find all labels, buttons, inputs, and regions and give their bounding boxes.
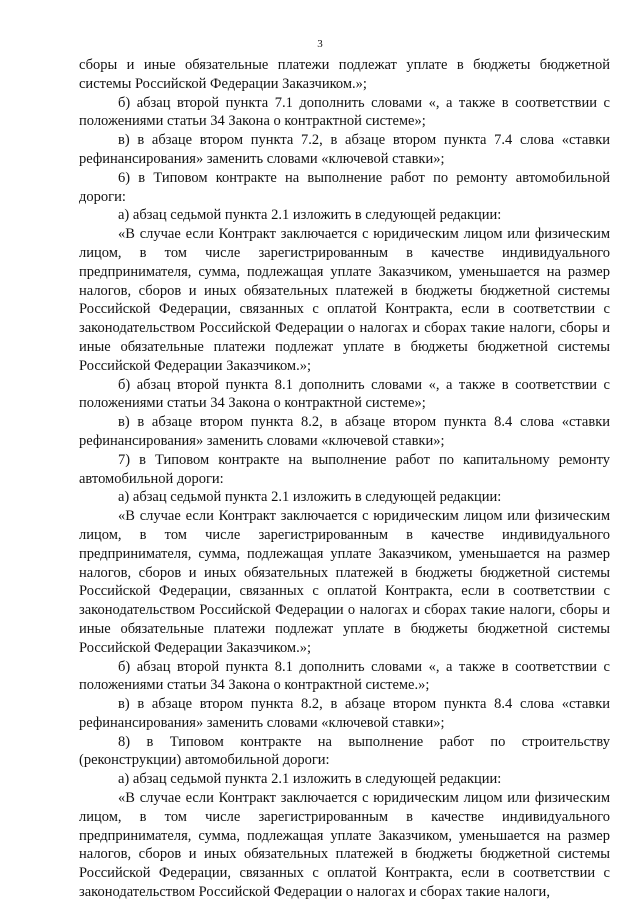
paragraph-item-b: б) абзац второй пункта 8.1 дополнить словами «, а также в соответствии с положениями статьи 34 Закона о контрактной системе»; bbox=[79, 376, 610, 412]
paragraph-item-b: б) абзац второй пункта 7.1 дополнить словами «, а также в соответствии с положениями статьи 34 Закона о контрактной системе»; bbox=[79, 94, 610, 130]
paragraph-item-v: в) в абзаце втором пункта 7.2, в абзаце втором пункта 7.4 слова «ставки рефинансирования» заменить словами «ключевой ставки»; bbox=[79, 132, 610, 167]
paragraph-item-a: а) абзац седьмой пункта 2.1 изложить в следующей редакции: bbox=[118, 771, 502, 788]
paragraph-item-v: в) в абзаце втором пункта 8.2, в абзаце втором пункта 8.4 слова «ставки рефинансирования» заменить словами «ключевой ставки»; bbox=[79, 696, 610, 731]
paragraph-item-a: а) абзац седьмой пункта 2.1 изложить в следующей редакции: bbox=[118, 489, 502, 506]
paragraph-item-v: в) в абзаце втором пункта 8.2, в абзаце втором пункта 8.4 слова «ставки рефинансирования» заменить словами «ключевой ставки»; bbox=[79, 414, 610, 449]
paragraph-continuation: сборы и иные обязательные платежи подлежат уплате в бюджеты бюджетной системы Российской Федерации Заказчиком.»; bbox=[79, 57, 610, 92]
paragraph-quote: «В случае если Контракт заключается с юридическим лицом или физическим лицом, в том числе зарегистрированным в качестве индивидуального предпринимателя, сумма, подлежащая уплате Заказчиком, уменьшается на размер налогов, сборов и иных обязательных платежей в бюджеты бюджетной системы Российской Федерации, связанных с оплатой Контракта, если в соответствии с законодательством Российской Федерации о налогах и сборах такие налоги, bbox=[79, 790, 610, 901]
paragraph-section-6: 6) в Типовом контракте на выполнение работ по ремонту автомобильной дороги: bbox=[79, 169, 610, 205]
paragraph-quote: «В случае если Контракт заключается с юридическим лицом или физическим лицом, в том числе зарегистрированным в качестве индивидуального предпринимателя, сумма, подлежащая уплате Заказчиком, уменьшается на размер налогов, сборов и иных обязательных платежей в бюджеты бюджетной системы Российской Федерации, связанных с оплатой Контракта, если в соответствии с законодательством Российской Федерации о налогах и сборах такие налоги, сборы и иные обязательные платежи подлежат уплате в бюджеты бюджетной системы Российской Федерации Заказчиком.»; bbox=[79, 226, 610, 374]
paragraph-quote: «В случае если Контракт заключается с юридическим лицом или физическим лицом, в том числе зарегистрированным в качестве индивидуального предпринимателя, сумма, подлежащая уплате Заказчиком, уменьшается на размер налогов, сборов и иных обязательных платежей в бюджеты бюджетной системы Российской Федерации, связанных с оплатой Контракта, если в соответствии с законодательством Российской Федерации о налогах и сборах такие налоги, сборы и иные обязательные платежи подлежат уплате в бюджеты бюджетной системы Российской Федерации Заказчиком.»; bbox=[79, 508, 610, 656]
paragraph-item-a: а) абзац седьмой пункта 2.1 изложить в следующей редакции: bbox=[118, 207, 502, 224]
page-number: 3 bbox=[317, 38, 323, 50]
document-body bbox=[79, 56, 610, 902]
paragraph-section-8: 8) в Типовом контракте на выполнение работ по строительству (реконструкции) автомобильной дороги: bbox=[79, 733, 610, 769]
paragraph-section-7: 7) в Типовом контракте на выполнение работ по капитальному ремонту автомобильной дороги: bbox=[79, 451, 610, 487]
paragraph-item-b: б) абзац второй пункта 8.1 дополнить словами «, а также в соответствии с положениями статьи 34 Закона о контрактной системе.»; bbox=[79, 658, 610, 694]
